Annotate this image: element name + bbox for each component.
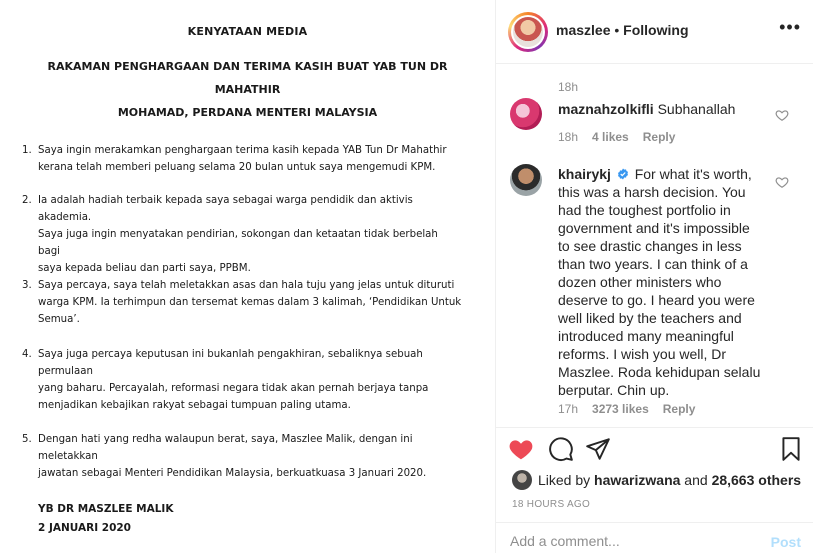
post-header bbox=[496, 0, 813, 64]
item-number: 1. bbox=[22, 145, 32, 156]
comment-username[interactable]: maznahzolkifli bbox=[558, 101, 654, 117]
comment-input[interactable] bbox=[510, 533, 750, 549]
statement-item-3 bbox=[22, 277, 462, 328]
comment-line: reforms. I wish you well, Dr bbox=[558, 346, 727, 362]
item-line: Semua’. bbox=[38, 314, 80, 325]
likes-middle: and bbox=[680, 472, 712, 488]
comment-line: had the toughest portfolio in bbox=[558, 202, 731, 218]
comment-line: berputar. Chin up. bbox=[558, 382, 670, 398]
item-line: menjadikan kebajikan rakyat sebagai tumpuan paling utama. bbox=[38, 400, 351, 411]
comment-line: Maszlee. Roda kehidupan selalu bbox=[558, 364, 761, 380]
comment-username[interactable]: khairykj bbox=[558, 166, 611, 182]
comment-1-meta bbox=[558, 130, 689, 144]
heart-outline-icon[interactable] bbox=[775, 108, 789, 122]
signature-date: 2 JANUARI 2020 bbox=[38, 522, 131, 534]
avatar[interactable] bbox=[508, 12, 548, 52]
comment-time[interactable]: 17h bbox=[558, 402, 579, 416]
avatar-border bbox=[511, 15, 545, 49]
header-username[interactable]: maszlee bbox=[556, 22, 611, 38]
avatar[interactable] bbox=[510, 98, 542, 130]
avatar[interactable] bbox=[512, 470, 532, 490]
avatar-image bbox=[513, 17, 543, 47]
more-options-icon[interactable]: ••• bbox=[779, 17, 801, 37]
comment-line: this was a harsh decision. You bbox=[558, 184, 746, 200]
post-side-panel bbox=[496, 0, 813, 553]
item-line: Saya juga percaya keputusan ini bukanlah pengakhiran, sebaliknya sebuah permulaan bbox=[38, 349, 423, 377]
item-line: Ia adalah hadiah terbaik kepada saya sebagai warga pendidik dan aktivis akademia. bbox=[38, 195, 413, 223]
statement-subtitle-line2: MOHAMAD, PERDANA MENTERI MALAYSIA bbox=[117, 106, 378, 119]
header-separator: • bbox=[610, 22, 624, 38]
statement-item-2 bbox=[22, 192, 462, 277]
bookmark-icon[interactable] bbox=[778, 436, 804, 462]
item-line: jawatan sebagai Menteri Pendidikan Malaysia, berkuatkuasa 3 Januari 2020. bbox=[38, 468, 427, 479]
statement-title: KENYATAAN MEDIA bbox=[187, 25, 308, 38]
avatar[interactable] bbox=[510, 164, 542, 196]
item-line: yang baharu. Percayalah, reformasi negara tidak akan pernah berjaya tanpa bbox=[38, 383, 429, 394]
item-number: 4. bbox=[22, 349, 32, 360]
comment-line: than two years. I can think of a bbox=[558, 256, 748, 272]
likes-prefix: Liked by bbox=[538, 472, 595, 488]
comment-1-body bbox=[558, 100, 778, 118]
comment-line: to see drastic changes in less bbox=[558, 238, 742, 254]
comment-line: government and it's impossible bbox=[558, 220, 750, 236]
reply-button[interactable]: Reply bbox=[642, 130, 676, 144]
item-number: 2. bbox=[22, 195, 32, 206]
statement-subtitle-line1: RAKAMAN PENGHARGAAN DAN TERIMA KASIH BUAT YAB TUN DR MAHATHIR bbox=[47, 60, 448, 96]
comment-line: deserve to go. I heard you were bbox=[558, 292, 755, 308]
item-line: kerana telah memberi peluang selama 20 bulan untuk saya mengemudi KPM. bbox=[38, 162, 436, 173]
heart-outline-icon[interactable] bbox=[775, 175, 789, 189]
post-timestamp[interactable]: 18 HOURS AGO bbox=[512, 499, 591, 510]
post-button[interactable]: Post bbox=[770, 534, 801, 550]
header-user-line bbox=[556, 22, 689, 38]
item-line: saya kepada beliau dan parti saya, PPBM. bbox=[38, 263, 251, 274]
statement-item-1 bbox=[22, 142, 462, 176]
comment-line: dozen other ministers who bbox=[558, 274, 722, 290]
item-line: Saya percaya, saya telah meletakkan asas dan hala tuju yang jelas untuk dituruti bbox=[38, 280, 455, 291]
item-line: warga KPM. Ia terhimpun dan tersemat kemas dalam 3 kalimah, ‘Pendidikan Untuk bbox=[38, 297, 462, 308]
likes-user[interactable]: hawarizwana bbox=[594, 472, 681, 488]
comment-2-body bbox=[558, 165, 773, 399]
likes-count[interactable]: 28,663 others bbox=[711, 472, 802, 488]
comment-line: For what it's worth, bbox=[634, 166, 752, 182]
caption-time[interactable]: 18h bbox=[558, 80, 579, 94]
comment-line: introduced many meaningful bbox=[558, 328, 734, 344]
comment-text: Subhanallah bbox=[657, 101, 736, 117]
signature-name: YB DR MASZLEE MALIK bbox=[38, 503, 174, 515]
item-line: Dengan hati yang redha walaupun berat, saya, Maszlee Malik, dengan ini meletakkan bbox=[38, 434, 413, 462]
comment-likes[interactable]: 3273 likes bbox=[592, 402, 649, 416]
heart-filled-icon[interactable] bbox=[508, 436, 534, 462]
comment-line: well liked by the teachers and bbox=[558, 310, 742, 326]
statement-item-4 bbox=[22, 346, 462, 414]
verified-badge-icon bbox=[617, 168, 629, 180]
item-number: 5. bbox=[22, 434, 32, 445]
comment-time[interactable]: 18h bbox=[558, 130, 579, 144]
share-icon[interactable] bbox=[585, 436, 611, 462]
statement-subtitle bbox=[20, 55, 475, 124]
follow-status-button[interactable]: Following bbox=[623, 22, 689, 38]
comment-likes[interactable]: 4 likes bbox=[592, 130, 629, 144]
item-line: Saya ingin merakamkan penghargaan terima kasih kepada YAB Tun Dr Mahathir bbox=[38, 145, 447, 156]
comment-icon[interactable] bbox=[548, 436, 574, 462]
reply-button[interactable]: Reply bbox=[662, 402, 696, 416]
item-number: 3. bbox=[22, 280, 32, 291]
item-line: Saya juga ingin menyatakan pendirian, sokongan dan ketaatan tidak berbelah bagi bbox=[38, 229, 438, 257]
action-bar bbox=[496, 427, 813, 467]
likes-summary bbox=[512, 470, 801, 490]
comment-2-meta bbox=[558, 402, 709, 416]
statement-item-5 bbox=[22, 431, 462, 482]
add-comment-bar bbox=[496, 522, 813, 553]
